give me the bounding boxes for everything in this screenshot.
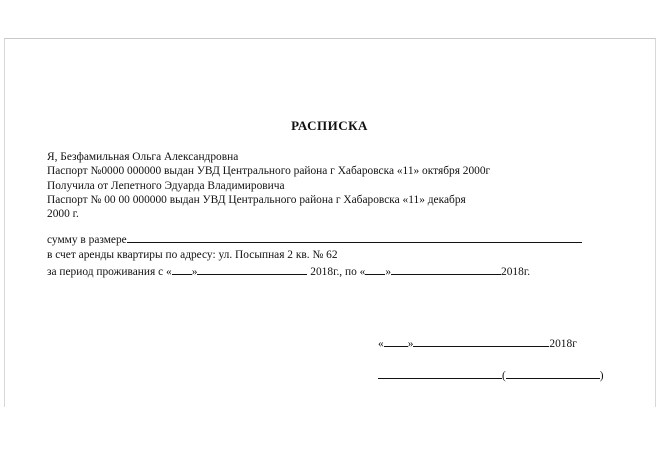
day-blank-1: [172, 264, 192, 275]
period-line: [47, 264, 530, 279]
text-line-3: Получила от Лепетного Эдуарда Владимировича: [47, 180, 285, 192]
amount-blank: [127, 232, 582, 243]
quote-close-2: »: [385, 266, 392, 278]
date-month-blank: [413, 336, 549, 347]
date-year: 2018г: [549, 338, 577, 350]
text-line-7: в счет аренды квартиры по адресу: ул. Посыпная 2 кв. № 62: [47, 249, 338, 261]
signature-name-blank: [506, 368, 600, 379]
quote-close: »: [191, 266, 198, 278]
month-blank-1: [197, 264, 307, 275]
page-bottom-area: [0, 408, 659, 463]
signature-paren-open: (: [502, 370, 506, 382]
signature-paren-close: ): [599, 370, 604, 382]
date-quote-open: «: [378, 338, 384, 350]
period-year-2: 2018г.: [501, 266, 531, 278]
text-line-1: Я, Безфамильная Ольга Александровна: [47, 151, 239, 163]
day-blank-2: [365, 264, 385, 275]
amount-label: сумму в размере: [47, 234, 127, 246]
date-quote-close: »: [407, 338, 414, 350]
period-label: за период проживания с: [47, 266, 164, 278]
date-line: [378, 336, 577, 351]
text-line-2: Паспорт №0000 000000 выдан УВД Центрального района г Хабаровска «11» октября 2000г: [47, 165, 491, 177]
document-page: [4, 38, 656, 407]
signature-blank: [378, 368, 502, 379]
month-blank-2: [391, 264, 501, 275]
text-line-4: Паспорт № 00 00 000000 выдан УВД Центрального района г Хабаровска «11» декабря: [47, 194, 466, 206]
quote-open: «: [166, 266, 172, 278]
period-year-1: 2018г., по «: [310, 266, 366, 278]
text-line-5: 2000 г.: [47, 208, 79, 220]
date-day-blank: [384, 336, 408, 347]
amount-line: [47, 232, 582, 247]
signature-line: [378, 368, 604, 383]
document-title: РАСПИСКА: [291, 118, 368, 133]
